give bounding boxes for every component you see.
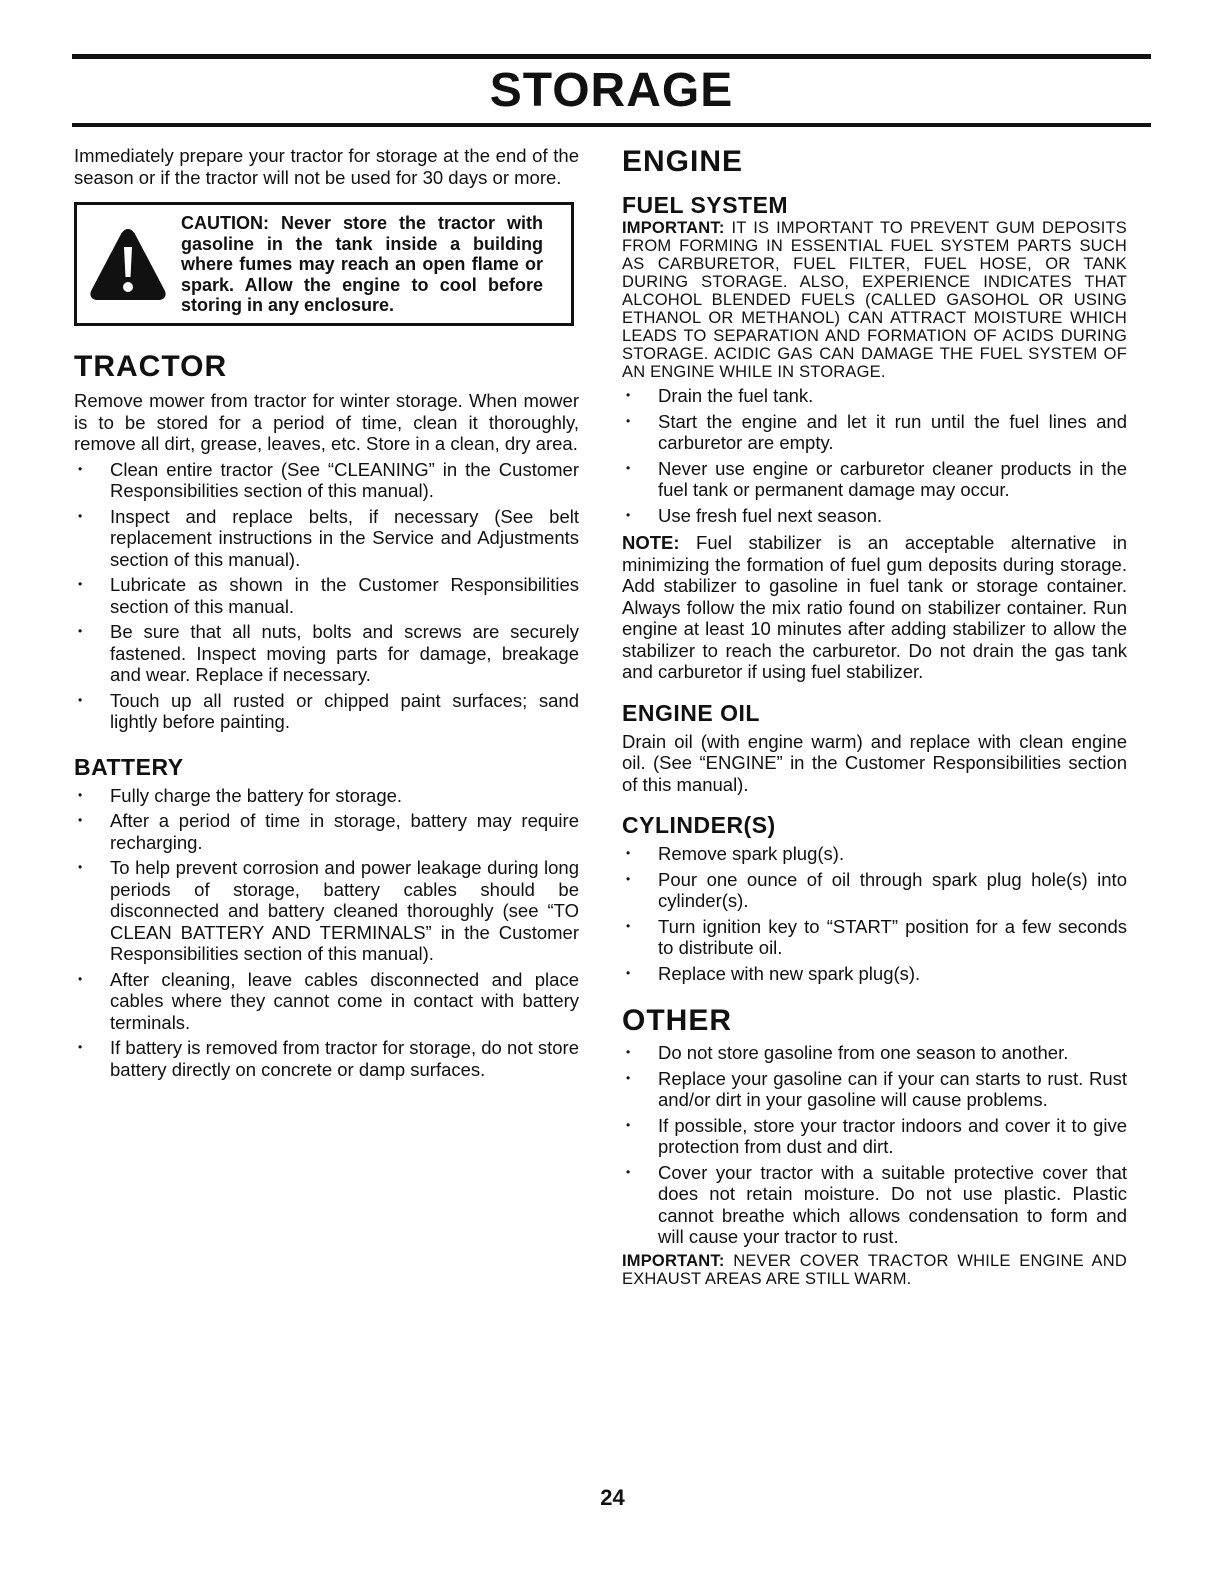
list-item: • Be sure that all nuts, bolts and screws are securely fastened. Inspect moving parts for damage, breakage and wear. Replace if necessary. (78, 621, 579, 685)
other-heading: OTHER (622, 1004, 732, 1037)
list-item: • Clean entire tractor (See “CLEANING” in the Customer Responsibilities section of this manual). (78, 458, 579, 501)
list-item: • Turn ignition key to “START” position for a few seconds to distribute oil. (626, 915, 1127, 958)
fuel-note-paragraph: NOTE: Fuel stabilizer is an acceptable alternative in minimizing the formation of fuel gum deposits during storage. Add stabilizer to gasoline in fuel tank or storage container. Always follow the mix ratio found on stabilizer container. Run engine at least 10 minutes after adding stabilizer to allow the stabilizer to reach the carburetor. Do not drain the gas tank and carburetor if using fuel stabilizer. (622, 532, 1127, 682)
tractor-body: Remove mower from tractor for winter storage. When mower is to be stored for a period of time, clean it thoroughly, remove all dirt, grease, leaves, etc. Store in a clean, dry area. (74, 390, 579, 454)
fuel-system-heading: FUEL SYSTEM (622, 192, 789, 218)
right-column (622, 145, 1127, 1288)
page-number: 24 (600, 1485, 625, 1510)
battery-heading: BATTERY (74, 753, 184, 780)
tractor-heading: TRACTOR (74, 350, 228, 383)
engine-oil-body: Drain oil (with engine warm) and replace with clean engine oil. (See “ENGINE” in the Customer Responsibilities section of this manual). (622, 730, 1127, 795)
list-item: • Replace with new spark plug(s). (626, 962, 921, 984)
list-item: • Use fresh fuel next season. (626, 504, 883, 526)
caution-text: CAUTION: Never store the tractor with gasoline in the tank inside a building where fumes may reach an open flame or spark. Allow the engine to cool before storing in any enclosure. (181, 213, 543, 315)
list-item: • If possible, store your tractor indoors and cover it to give protection from dust and dirt. (626, 1114, 1127, 1157)
other-important-paragraph: IMPORTANT: NEVER COVER TRACTOR WHILE ENGINE AND EXHAUST AREAS ARE STILL WARM. (622, 1251, 1127, 1288)
fuel-important-paragraph: IMPORTANT: IT IS IMPORTANT TO PREVENT GUM DEPOSITS FROM FORMING IN ESSENTIAL FUEL SYSTEM PARTS SUCH AS CARBURETOR, FUEL FILTER, FUEL HOSE, OR TANK DURING STORAGE. ALSO, EXPERIENCE INDICATES THAT ALCOHOL BLENDED FUELS (CALLED GASOHOL OR USING ETHANOL OR METHANOL) CAN ATTRACT MOISTURE WHICH LEADS TO SEPARATION AND FORMATION OF ACIDS DURING STORAGE. ACIDIC GAS CAN DAMAGE THE FUEL SYSTEM OF AN ENGINE WHILE IN STORAGE. (622, 219, 1127, 381)
page-title: STORAGE (489, 64, 734, 117)
list-item: • Replace your gasoline can if your can starts to rust. Rust and/or dirt in your gasoline will cause problems. (626, 1067, 1127, 1110)
list-item: • Never use engine or carburetor cleaner products in the fuel tank or permanent damage may occur. (626, 457, 1127, 500)
list-item: • To help prevent corrosion and power leakage during long periods of storage, battery cables should be disconnected and battery cleaned thoroughly (see “TO CLEAN BATTERY AND TERMINALS” in the Customer Responsibilities section of this manual). (78, 857, 579, 964)
list-item: • Pour one ounce of oil through spark plug hole(s) into cylinder(s). (626, 868, 1127, 911)
engine-oil-heading: ENGINE OIL (622, 699, 760, 726)
left-column (74, 145, 579, 1080)
battery-bullet-list (74, 785, 579, 1081)
caution-box (74, 202, 574, 326)
list-item: • Touch up all rusted or chipped paint surfaces; sand lightly before painting. (78, 689, 579, 732)
list-item: • Inspect and replace belts, if necessary (See belt replacement instructions in the Service and Adjustments section of this manual). (78, 505, 579, 570)
list-item: • If battery is removed from tractor for storage, do not store battery directly on concrete or damp surfaces. (78, 1037, 579, 1080)
important-label: IMPORTANT: (622, 219, 725, 237)
fuel-bullet-list (622, 385, 1127, 526)
list-item: • Remove spark plug(s). (626, 843, 845, 864)
list-item: • Do not store gasoline from one season to another. (626, 1042, 1069, 1063)
list-item: • Drain the fuel tank. (626, 385, 814, 406)
tractor-bullet-list (74, 459, 579, 733)
cylinders-heading: CYLINDER(S) (622, 812, 776, 838)
important-label: IMPORTANT: (622, 1251, 725, 1270)
note-label: NOTE: (622, 532, 680, 553)
list-item: • Fully charge the battery for storage. (78, 784, 403, 806)
list-item: • After a period of time in storage, battery may require recharging. (78, 810, 579, 853)
other-bullet-list (622, 1042, 1127, 1248)
cylinders-bullet-list (622, 843, 1127, 984)
list-item: • After cleaning, leave cables disconnected and place cables where they cannot come in contact with battery terminals. (78, 968, 579, 1033)
intro-paragraph: Immediately prepare your tractor for storage at the end of the season or if the tractor will not be used for 30 days or more. (74, 145, 579, 188)
list-item: • Lubricate as shown in the Customer Responsibilities section of this manual. (78, 574, 579, 617)
title-underline (72, 123, 1151, 127)
list-item: • Start the engine and let it run until the fuel lines and carburetor are empty. (626, 410, 1127, 453)
top-rule (72, 54, 1151, 59)
list-item: • Cover your tractor with a suitable protective cover that does not retain moisture. Do not use plastic. Plastic cannot breathe which allows condensation to form and will cause your tractor to rust. (626, 1161, 1127, 1247)
engine-heading: ENGINE (622, 145, 744, 178)
warning-triangle-icon (87, 225, 169, 303)
